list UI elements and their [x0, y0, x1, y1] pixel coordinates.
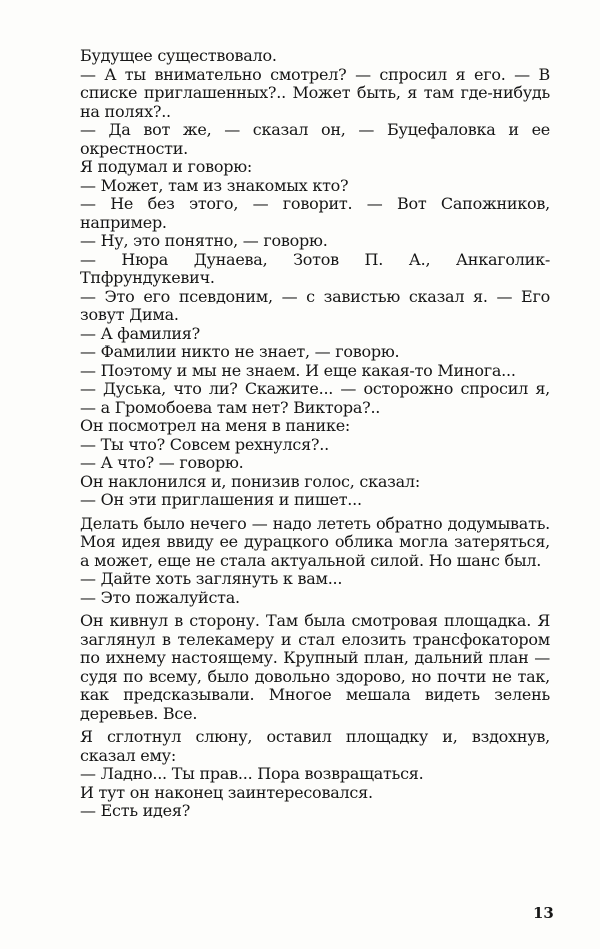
paragraph: — Нюра Дунаева, Зотов П. А., Анкаголик-Тпфрундукевич.	[80, 249, 550, 287]
paragraph: — Поэтому и мы не знаем. И еще какая-то Минога...	[80, 360, 516, 380]
paragraph: Я подумал и говорю:	[80, 157, 253, 176]
paragraph: — Ты что? Совсем рехнулся?..	[80, 434, 329, 454]
paragraph: — Дуська, что ли? Скажите... — осторожно спросил я, — а Громобоева там нет? Виктора?..	[80, 379, 550, 417]
paragraph: — Он эти приглашения и пишет...	[80, 490, 362, 509]
paragraph: — Ну, это понятно, — говорю.	[80, 231, 328, 250]
paragraph: Он посмотрел на меня в панике:	[80, 416, 351, 435]
paragraph: Будущее существовало.	[80, 46, 277, 65]
paragraph: — А ты внимательно смотрел? — спросил я его. — В списке приглашенных?.. Может быть, я там где-нибудь на полях?..	[80, 64, 550, 121]
body-text	[80, 47, 550, 821]
paragraph: — Может, там из знакомых кто?	[80, 175, 349, 195]
paragraph: — Это его псевдоним, — с завистью сказал я. — Его зовут Дима.	[80, 286, 550, 324]
paragraph: — А что? — говорю.	[80, 453, 244, 472]
paragraph: — Дайте хоть заглянуть к вам...	[80, 569, 343, 588]
paragraph: Делать было нечего — надо лететь обратно додумывать. Моя идея ввиду ее дурацкого облика могла затеряться, а может, еще не стала актуальной силой. Но шанс был.	[80, 513, 550, 570]
paragraph: — Да вот же, — сказал он, — Буцефаловка и ее окрестности.	[80, 120, 550, 158]
paragraph: Я сглотнул слюну, оставил площадку и, вздохнув, сказал ему:	[80, 727, 550, 765]
paragraph: Он наклонился и, понизив голос, сказал:	[80, 471, 420, 491]
paragraph: — А фамилия?	[80, 323, 200, 343]
paragraph: — Есть идея?	[80, 801, 191, 820]
paragraph: — Фамилии никто не знает, — говорю.	[80, 342, 400, 361]
paragraph: — Не без этого, — говорит. — Вот Сапожников, например.	[80, 194, 550, 232]
paragraph: И тут он наконец заинтересовался.	[80, 782, 373, 802]
page-number: 13	[533, 904, 554, 922]
paragraph: — Ладно... Ты прав... Пора возвращаться.	[80, 764, 424, 783]
paragraph: Он кивнул в сторону. Там была смотровая площадка. Я заглянул в телекамеру и стал елозить трансфокатором по ихнему настоящему. Крупный план, дальний план — судя по всему, было довольно здорово, но почти не так, как предсказывали. Многое мешала видеть зелень деревьев. Все.	[80, 611, 550, 723]
paragraph: — Это пожалуйста.	[80, 587, 240, 607]
